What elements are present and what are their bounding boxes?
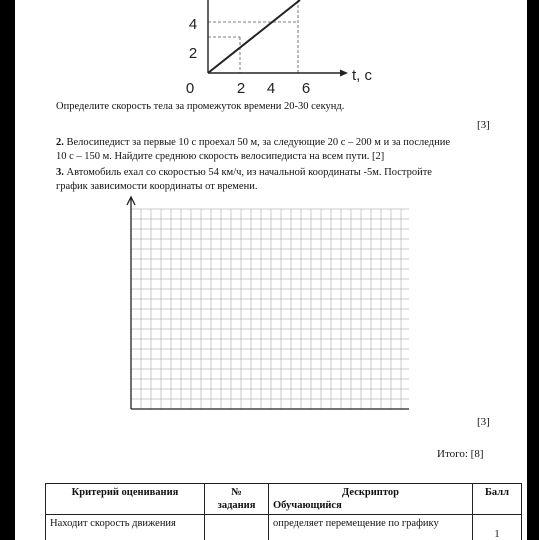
y-tick-4: 4	[188, 16, 198, 33]
criteria-header-row	[46, 484, 522, 515]
task-number-header-line2: задания	[217, 500, 256, 511]
criteria-row	[46, 515, 522, 540]
criterion-cell: Находит скорость движения	[46, 515, 205, 540]
question3-score: [3]	[477, 416, 490, 428]
criterion-header: Критерий оценивания	[46, 484, 205, 515]
question3-line2: график зависимости координаты от времени.	[56, 181, 258, 192]
total-score: Итого: [8]	[437, 448, 484, 460]
question2-line1-text: Велосипедист за первые 10 с проехал 50 м, за следующие 20 с – 200 м и за последние	[66, 137, 451, 148]
x-tick-4: 4	[266, 80, 276, 97]
worksheet-page	[15, 0, 527, 540]
question2-number: 2.	[56, 137, 64, 148]
origin-label: 0	[185, 80, 195, 97]
descriptor-header	[269, 484, 473, 515]
y-tick-2: 2	[188, 45, 198, 62]
blank-grid-graph	[119, 193, 419, 415]
x-tick-6: 6	[301, 80, 311, 97]
task-number-header	[205, 484, 269, 515]
question3-line1-text: Автомобиль ехал со скоростью 54 км/ч, из начальной координаты -5м. Постройте	[66, 167, 432, 178]
grid-lines	[131, 209, 409, 409]
question3-line1	[56, 166, 432, 179]
x-axis-arrow-icon	[340, 70, 348, 77]
question1-score: [3]	[477, 119, 490, 131]
criteria-table	[45, 483, 522, 540]
x-axis-label: t, c	[352, 67, 373, 84]
question3-number: 3.	[56, 167, 64, 178]
task-number-cell	[205, 515, 269, 540]
points-header: Балл	[473, 484, 522, 515]
question1-text: Определите скорость тела за промежуток времени 20-30 секунд.	[56, 101, 345, 112]
student-subheader: Обучающийся	[273, 500, 342, 511]
descriptor-header-title: Дескриптор	[342, 487, 399, 498]
descriptor-cell: определяет перемещение по графику	[269, 515, 473, 540]
question2-line2: 10 с – 150 м. Найдите среднюю скорость велосипедиста на всем пути. [2]	[56, 151, 385, 162]
question2-line1	[56, 136, 450, 149]
distance-time-graph	[15, 0, 527, 100]
x-tick-2: 2	[236, 80, 246, 97]
points-cell: 1	[473, 515, 522, 540]
task-number-header-line1: №	[231, 487, 242, 498]
motion-line	[208, 0, 300, 73]
